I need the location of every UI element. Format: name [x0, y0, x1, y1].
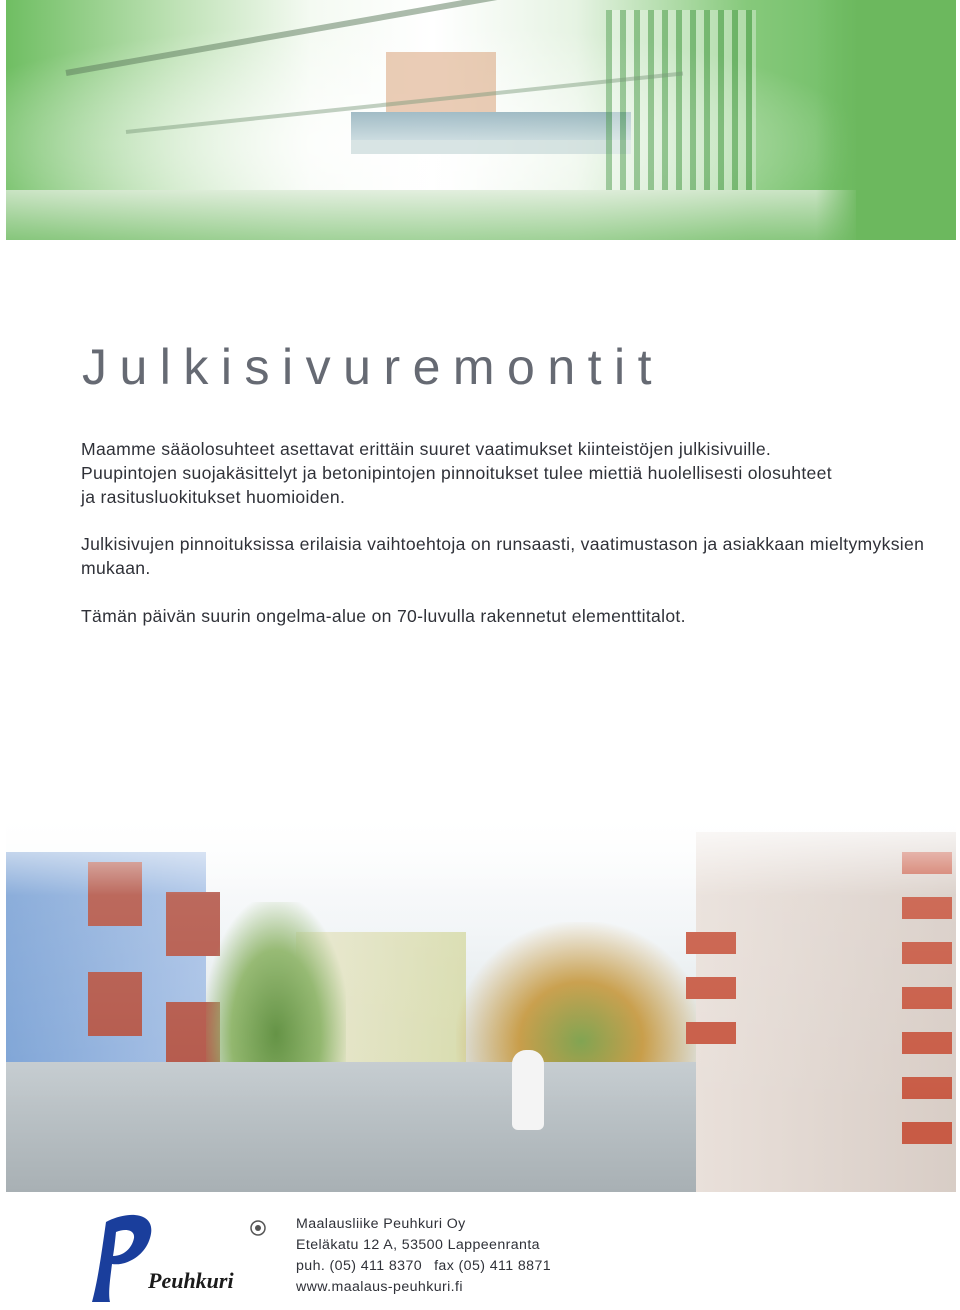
page-title: Julkisivuremontit [82, 339, 665, 395]
peuhkuri-logo-mark [88, 1210, 273, 1305]
peuhkuri-logo [88, 1210, 273, 1305]
phone: puh. (05) 411 8370 [296, 1258, 423, 1274]
intro-paragraph: Maamme sääolosuhteet asettavat erittäin suuret vaatimukset kiinteistöjen julkisivuille. Puupintojen suojakäsittelyt ja betonipintojen pinnoitukset tulee miettiä huolellisesti olosuhteet ja rasitusluokitukset huomioiden. [81, 439, 832, 507]
website-link[interactable]: www.maalaus-peuhkuri.fi [296, 1279, 463, 1295]
contact-info [296, 1214, 551, 1298]
company-name: Maalausliike Peuhkuri Oy [296, 1216, 466, 1232]
fax: fax (05) 411 8871 [434, 1258, 552, 1274]
header-photo [6, 0, 956, 240]
phone-fax-line [296, 1256, 551, 1277]
footer-photo [6, 812, 956, 1192]
options-paragraph: Julkisivujen pinnoituksissa erilaisia vaihtoehtoja on runsaasti, vaatimustason ja asiakkaan mieltymyksien mukaan. [81, 534, 925, 578]
problem-paragraph: Tämän päivän suurin ongelma-alue on 70-luvulla rakennetut elementtitalot. [81, 606, 686, 626]
logo-wordmark: Peuhkuri [148, 1268, 234, 1293]
address: Eteläkatu 12 A, 53500 Lappeenranta [296, 1237, 540, 1253]
